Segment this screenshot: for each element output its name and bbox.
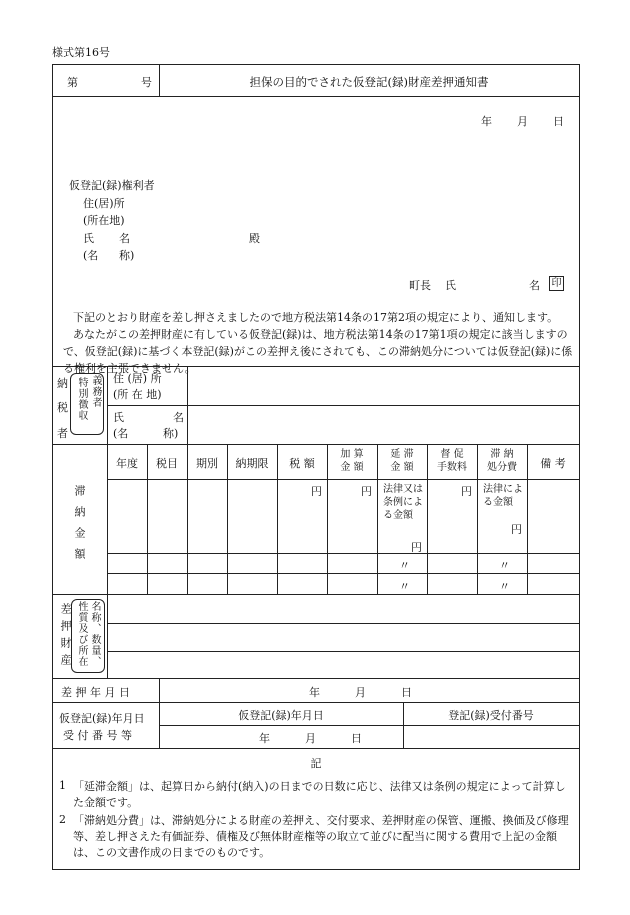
taxpayer-address-label: 住 (居) 所 xyxy=(113,372,162,385)
disposal-note: 法律による金額 xyxy=(483,484,523,508)
col-additional: 加 算 金 額 xyxy=(340,449,364,473)
recipient-name-label-alt-2: 称) xyxy=(119,249,135,262)
recipient-address-label-alt: (所在地) xyxy=(83,214,125,227)
seizure-month: 月 xyxy=(355,686,366,699)
taxpayer-side-2: 税 xyxy=(57,401,68,414)
seizure-date-row xyxy=(53,679,579,703)
col-fiscal-year: 年度 xyxy=(116,457,138,470)
property-side-label: 差押財産 xyxy=(59,603,72,671)
number-label-dai: 第 xyxy=(67,76,78,89)
taxpayer-side-1: 納 xyxy=(57,377,68,390)
recipient-name-label-alt-1: (名 xyxy=(83,249,99,262)
additional-yen: 円 xyxy=(361,485,372,498)
property-bracket-text: 名称、数量、性質及び所在 xyxy=(76,601,100,667)
notice-body xyxy=(53,97,579,375)
registration-date-header: 仮登記(録)年月日 xyxy=(238,709,324,722)
late-fee-ditto-2: 〃 xyxy=(399,580,410,593)
date-day: 日 xyxy=(553,115,564,128)
col-due-date: 納期限 xyxy=(235,457,269,470)
notice-paragraph-2: あなたがこの差押財産に有している仮登記(録)は、地方税法第14条の17第1項の規定に該当しますので、仮登記(録)に基づく本登記(録)がこの差押え後にされても、この滞納処分については仮登記(録)に係る権利を主張できません。 xyxy=(63,328,573,375)
late-fee-yen: 円 xyxy=(411,541,422,554)
recipient-role: 仮登記(録)権利者 xyxy=(69,179,155,192)
seizure-day: 日 xyxy=(401,686,412,699)
taxpayer-name-label-2: 名 xyxy=(173,411,184,424)
col-late-fee: 延 滞 金 額 xyxy=(390,449,414,473)
sender-name-2: 名 xyxy=(529,279,540,292)
demand-fee-yen: 円 xyxy=(461,485,472,498)
notice-form xyxy=(52,64,580,870)
taxpayer-name-label-1: 氏 xyxy=(113,411,124,424)
taxpayer-name-label-alt-1: (名 xyxy=(113,427,129,440)
col-period: 期別 xyxy=(196,457,218,470)
registration-number-header: 登記(録)受付番号 xyxy=(448,709,534,722)
property-section xyxy=(53,595,579,679)
recipient-name-label-1: 氏 xyxy=(83,232,94,245)
col-disposal-cost: 滞 納 処分費 xyxy=(487,449,517,473)
col-demand-fee: 督 促 手数料 xyxy=(437,449,467,473)
form-title: 担保の目的でされた仮登記(録)財産差押通知書 xyxy=(249,75,489,89)
date-year: 年 xyxy=(481,115,492,128)
col-tax-item: 税目 xyxy=(156,457,178,470)
tax-yen: 円 xyxy=(311,485,322,498)
recipient-address-label: 住(居)所 xyxy=(83,197,125,210)
registration-month: 月 xyxy=(305,732,316,745)
seizure-year: 年 xyxy=(309,686,320,699)
recipient-name-label-2: 名 xyxy=(119,232,130,245)
note-1-number: 1 xyxy=(59,779,66,792)
sender-name-1: 氏 xyxy=(445,279,456,292)
taxpayer-bracket-1: 特別徴収 xyxy=(76,377,87,421)
taxpayer-address-label-alt: (所 在 地) xyxy=(113,388,162,401)
notes-section xyxy=(53,749,579,869)
registration-row xyxy=(53,703,579,749)
seal-mark: 印 xyxy=(549,276,564,291)
registration-label-2: 受 付 番 号 等 xyxy=(63,729,132,742)
late-fee-note: 法律又は条例による金額 xyxy=(383,484,423,521)
note-2-text: 「滞納処分費」は、滞納処分による財産の差押え、交付要求、差押財産の保管、運搬、換価及び修理等、差し押さえた有価証券、債権及び無体財産権等の取立て並びに配当に関する費用で上記の金額は、この文書作成の日までのものです。 xyxy=(73,814,569,859)
notes-heading: 記 xyxy=(310,757,322,770)
disposal-ditto-1: 〃 xyxy=(499,559,510,572)
arrears-side-label: 滞納金額 xyxy=(73,485,86,569)
date-month: 月 xyxy=(517,115,528,128)
taxpayer-side-3: 者 xyxy=(57,427,68,440)
registration-day: 日 xyxy=(351,732,362,745)
header-row xyxy=(53,65,579,97)
recipient-honorific: 殿 xyxy=(249,232,260,245)
sender-title: 町長 xyxy=(409,279,431,292)
disposal-ditto-2: 〃 xyxy=(499,580,510,593)
number-label-go: 号 xyxy=(141,76,152,89)
taxpayer-bracket-2: 義務者 xyxy=(90,375,101,408)
form-number: 様式第16号 xyxy=(52,46,110,59)
taxpayer-section xyxy=(53,367,579,445)
taxpayer-name-label-alt-2: 称) xyxy=(163,427,179,440)
note-1-text: 「延滞金額」は、起算日から納付(納入)の日までの日数に応じ、法律又は条例の規定によって計算した金額です。 xyxy=(73,780,566,809)
disposal-yen: 円 xyxy=(511,523,522,536)
registration-label-1: 仮登記(録)年月日 xyxy=(59,712,145,725)
seizure-date-label: 差 押 年 月 日 xyxy=(61,686,130,699)
notice-paragraph-1: 下記のとおり財産を差し押さえましたので地方税法第14条の17第2項の規定により、通知します。 xyxy=(73,311,559,324)
late-fee-ditto-1: 〃 xyxy=(399,559,410,572)
arrears-section xyxy=(53,445,579,595)
col-remarks: 備 考 xyxy=(540,457,566,470)
col-tax-amount: 税 額 xyxy=(289,457,315,470)
note-2-number: 2 xyxy=(59,813,66,826)
registration-year: 年 xyxy=(259,732,270,745)
